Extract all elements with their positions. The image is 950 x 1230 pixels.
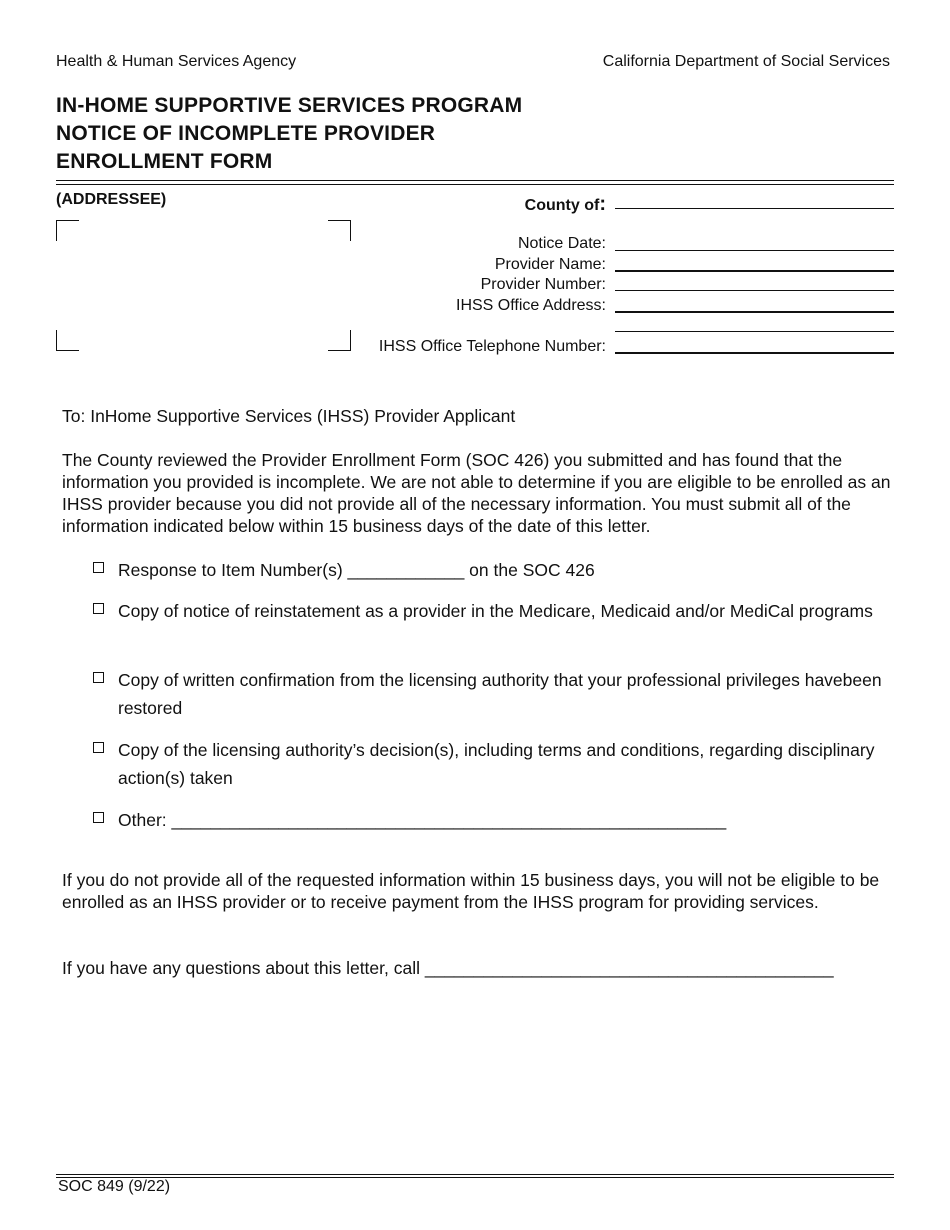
address-window-corner-top-left (56, 220, 79, 241)
county-label-text: County of (524, 197, 600, 214)
checklist-item-text: Copy of written confirmation from the licensing authority that your professional privileges havebeen restored (118, 670, 882, 718)
agency-name: Health & Human Services Agency (56, 53, 297, 70)
addressee-label: (ADDRESSEE) (56, 191, 167, 208)
warning-paragraph: If you do not provide all of the requested information within 15 business days, you will not be eligible to be enrolled as an IHSS provider or to receive payment from the IHSS program for providing services. (62, 870, 880, 912)
intro-paragraph: The County reviewed the Provider Enrollment Form (SOC 426) you submitted and has found that the information you provided is incomplete. We are not able to determine if you are eligible to be enrolled as an IHSS provider because you did not provide all of the necessary information. You must submit all of the information indicated below within 15 business days of the date of this letter. (62, 450, 891, 536)
county-label-colon: : (599, 193, 606, 215)
provider-number-label: Provider Number: (480, 276, 606, 293)
provider-name-label: Provider Name: (494, 256, 606, 273)
office-phone-input-line[interactable] (615, 352, 894, 354)
notice-date-input-line[interactable] (615, 250, 894, 251)
address-window-corner-bottom-right (328, 330, 351, 351)
address-window-corner-top-right (328, 220, 351, 241)
county-label (525, 193, 606, 216)
notice-date-label: Notice Date: (517, 235, 606, 252)
address-window-corner-bottom-left (56, 330, 79, 351)
office-address-label: IHSS Office Address: (456, 297, 606, 314)
checkbox[interactable] (93, 672, 104, 683)
checkbox[interactable] (93, 603, 104, 614)
title-line-3: ENROLLMENT FORM (56, 150, 273, 173)
title-line-2: NOTICE OF INCOMPLETE PROVIDER (56, 122, 436, 145)
county-input-line[interactable] (615, 208, 894, 209)
checklist-item-text: Other: _________________________________________________________ (118, 810, 727, 830)
title-rule-top (56, 180, 894, 181)
checkbox[interactable] (93, 742, 104, 753)
department-name: California Department of Social Services (602, 53, 890, 70)
questions-paragraph: If you have any questions about this letter, call __________________________________________ (62, 958, 834, 978)
form-title (56, 92, 522, 176)
checkbox[interactable] (93, 562, 104, 573)
salutation: To: InHome Supportive Services (IHSS) Provider Applicant (62, 406, 516, 426)
form-number: SOC 849 (9/22) (58, 1178, 171, 1195)
checklist-item-text: Copy of the licensing authority’s decision(s), including terms and conditions, regarding disciplinary action(s) taken (118, 740, 875, 788)
provider-name-input-line[interactable] (615, 270, 894, 272)
footer-rule-top (56, 1174, 894, 1175)
title-line-1: IN-HOME SUPPORTIVE SERVICES PROGRAM (56, 94, 523, 117)
office-address-input-line-2[interactable] (615, 331, 894, 332)
office-phone-label: IHSS Office Telephone Number: (378, 338, 606, 355)
checkbox[interactable] (93, 812, 104, 823)
checklist-item-text: Response to Item Number(s) ____________ on the SOC 426 (118, 560, 595, 580)
footer-rule-bottom (56, 1177, 894, 1178)
provider-number-input-line[interactable] (615, 290, 894, 291)
title-rule-bottom (56, 184, 894, 185)
office-address-input-line-1[interactable] (615, 311, 894, 313)
checklist-item-text: Copy of notice of reinstatement as a provider in the Medicare, Medicaid and/or MediCal programs (118, 601, 873, 621)
